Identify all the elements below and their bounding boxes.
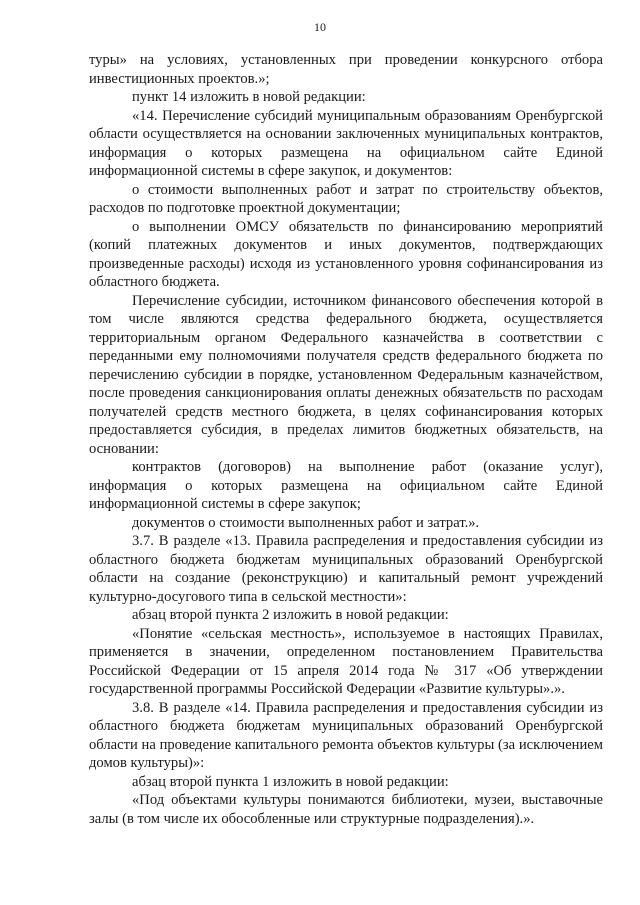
paragraph: «14. Перечисление субсидий муниципальным образованиям Оренбургской области осуществляется на основании заключенных муниципальных контрактов, информация о которых размещена на официальном сайте Единой информационной системы в сфере закупок, и документов: xyxy=(89,107,603,179)
paragraph: контрактов (договоров) на выполнение работ (оказание услуг), информация о которых размещена на официальном сайте Единой информационной системы в сфере закупок; xyxy=(89,459,603,512)
paragraph: «Понятие «сельская местность», используемое в настоящих Правилах, применяется в значении, определенном постановлением Правительства Российской Федерации от 15 апреля 2014 года № 317 «Об утверждении государственной программы Российской Федерации «Развитие культуры».». xyxy=(89,625,603,697)
paragraph: туры» на условиях, установленных при проведении конкурсного отбора инвестиционных проектов.»; xyxy=(89,52,603,87)
paragraph: «Под объектами культуры понимаются библиотеки, музеи, выставочные залы (в том числе их обособленные или структурные подразделения).». xyxy=(89,792,603,827)
paragraph: о стоимости выполненных работ и затрат по строительству объектов, расходов по подготовке проектной документации; xyxy=(89,181,603,216)
document-body xyxy=(89,51,603,828)
page-number: 10 xyxy=(314,20,326,34)
paragraph: 3.8. В разделе «14. Правила распределения и предоставления субсидии из областного бюджета бюджетам муниципальных образований Оренбургской области на проведение капитального ремонта объектов культуры (за исключением домов культуры)»: xyxy=(89,699,603,771)
paragraph: Перечисление субсидии, источником финансового обеспечения которой в том числе являются средства федерального бюджета, осуществляется территориальным органом Федерального казначейства в соответствии с переданными ему полномочиями получателя средств федерального бюджета по перечислению субсидии в порядке, установленном Федеральным казначейством, после проведения санкционирования оплаты денежных обязательств по расходам получателей средств местного бюджета, в целях софинансирования которых предоставляется субсидия, в пределах лимитов бюджетных обязательств, на основании: xyxy=(89,292,603,457)
paragraph: пункт 14 изложить в новой редакции: xyxy=(132,89,366,105)
paragraph: 3.7. В разделе «13. Правила распределения и предоставления субсидии из областного бюджета бюджетам муниципальных образований Оренбургской области на создание (реконструкцию) и капитальный ремонт учреждений культурно-досугового типа в сельской местности»: xyxy=(89,533,603,605)
paragraph: о выполнении ОМСУ обязательств по финансированию мероприятий (копий платежных документов и иных документов, подтверждающих произведенные расходы) исходя из установленного уровня софинансирования из областного бюджета. xyxy=(89,218,603,290)
paragraph: абзац второй пункта 1 изложить в новой редакции: xyxy=(132,773,449,790)
paragraph: документов о стоимости выполненных работ и затрат.». xyxy=(132,514,480,531)
paragraph: абзац второй пункта 2 изложить в новой редакции: xyxy=(132,607,449,623)
